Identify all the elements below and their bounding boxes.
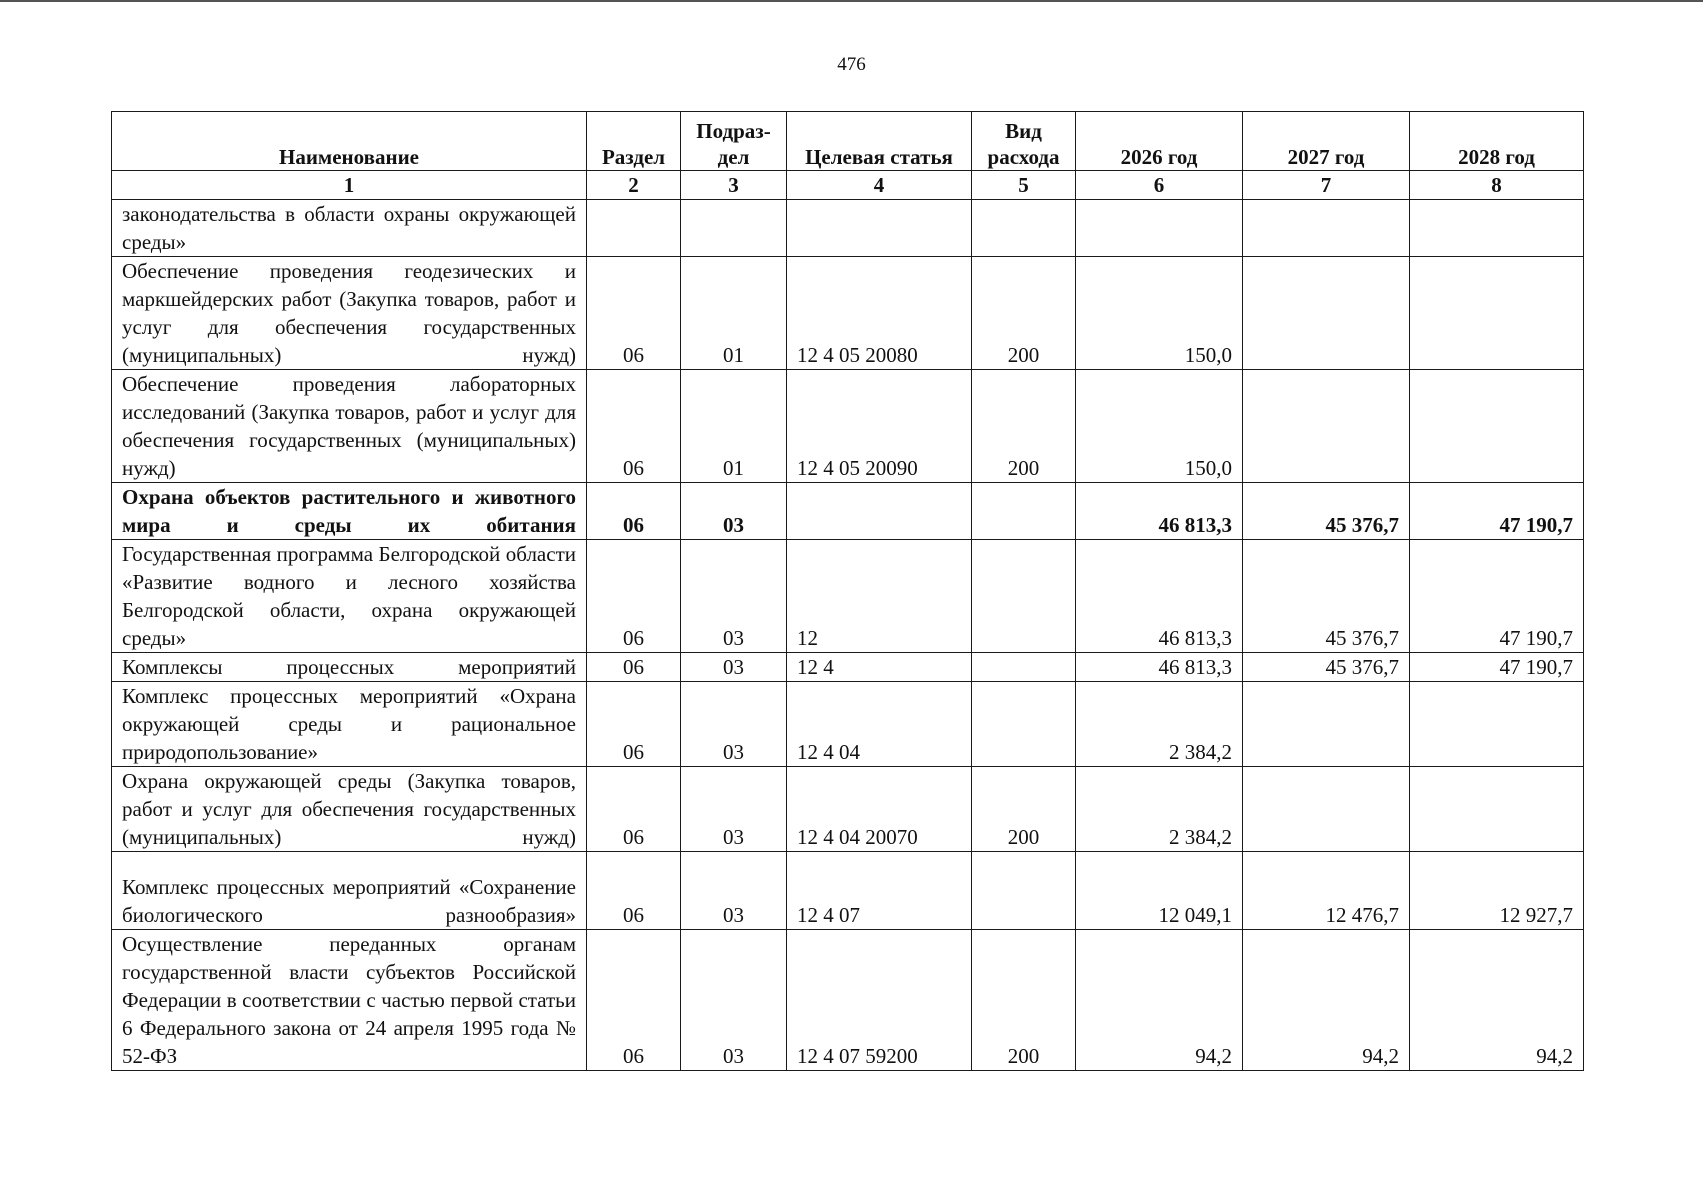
table-row	[112, 852, 1584, 930]
row-subsection: 01	[681, 257, 787, 370]
budget-table	[111, 111, 1584, 1071]
column-number-row	[112, 171, 1584, 200]
row-expense-type: 200	[972, 767, 1076, 852]
row-value-2028: 47 190,7	[1410, 653, 1584, 682]
row-name: Охрана объектов растительного и животного мира и среды их обитания	[112, 483, 587, 540]
table-row	[112, 370, 1584, 483]
table-row	[112, 682, 1584, 767]
header-section: Раздел	[587, 112, 681, 171]
row-value-2026: 46 813,3	[1076, 653, 1243, 682]
header-2026: 2026 год	[1076, 112, 1243, 171]
row-value-2026: 2 384,2	[1076, 767, 1243, 852]
header-row	[112, 112, 1584, 171]
row-target: 12 4	[787, 653, 972, 682]
row-value-2027	[1243, 682, 1410, 767]
table-row	[112, 200, 1584, 257]
row-value-2026: 46 813,3	[1076, 540, 1243, 653]
row-expense-type	[972, 682, 1076, 767]
table-row	[112, 767, 1584, 852]
row-subsection: 03	[681, 653, 787, 682]
row-expense-type: 200	[972, 370, 1076, 483]
column-number: 7	[1243, 171, 1410, 200]
header-target: Целевая статья	[787, 112, 972, 171]
row-section: 06	[587, 653, 681, 682]
row-section: 06	[587, 852, 681, 930]
row-value-2028	[1410, 682, 1584, 767]
row-subsection: 03	[681, 483, 787, 540]
row-subsection: 03	[681, 540, 787, 653]
row-name: законодательства в области охраны окружающей среды»	[112, 200, 587, 257]
row-target	[787, 483, 972, 540]
row-expense-type	[972, 483, 1076, 540]
row-target: 12 4 05 20090	[787, 370, 972, 483]
column-number: 2	[587, 171, 681, 200]
column-number: 5	[972, 171, 1076, 200]
row-subsection: 01	[681, 370, 787, 483]
row-value-2027: 45 376,7	[1243, 483, 1410, 540]
row-section: 06	[587, 682, 681, 767]
row-value-2026: 46 813,3	[1076, 483, 1243, 540]
row-value-2027: 94,2	[1243, 930, 1410, 1071]
row-target: 12 4 05 20080	[787, 257, 972, 370]
column-number: 4	[787, 171, 972, 200]
row-section: 06	[587, 370, 681, 483]
row-name: Государственная программа Белгородской области «Развитие водного и лесного хозяйства Белгородской области, охрана окружающей среды»	[112, 540, 587, 653]
table-row	[112, 257, 1584, 370]
row-value-2027	[1243, 767, 1410, 852]
row-section	[587, 200, 681, 257]
row-value-2028	[1410, 370, 1584, 483]
column-number: 6	[1076, 171, 1243, 200]
row-section: 06	[587, 257, 681, 370]
row-value-2026: 150,0	[1076, 370, 1243, 483]
row-expense-type: 200	[972, 930, 1076, 1071]
row-name: Обеспечение проведения геодезических и маркшейдерских работ (Закупка товаров, работ и услуг для обеспечения государственных (муниципальных) нужд)	[112, 257, 587, 370]
row-value-2027: 45 376,7	[1243, 540, 1410, 653]
row-value-2026: 2 384,2	[1076, 682, 1243, 767]
column-number: 8	[1410, 171, 1584, 200]
row-expense-type	[972, 653, 1076, 682]
row-value-2026: 94,2	[1076, 930, 1243, 1071]
column-number: 1	[112, 171, 587, 200]
row-value-2027	[1243, 370, 1410, 483]
row-target	[787, 200, 972, 257]
row-subsection: 03	[681, 852, 787, 930]
row-value-2028: 47 190,7	[1410, 540, 1584, 653]
row-expense-type	[972, 852, 1076, 930]
row-value-2028: 94,2	[1410, 930, 1584, 1071]
header-name: Наименование	[112, 112, 587, 171]
row-value-2027: 45 376,7	[1243, 653, 1410, 682]
row-name: Комплексы процессных мероприятий	[112, 653, 587, 682]
row-value-2028	[1410, 200, 1584, 257]
row-subsection: 03	[681, 930, 787, 1071]
row-section: 06	[587, 540, 681, 653]
row-name: Осуществление переданных органам государственной власти субъектов Российской Федерации в соответствии с частью первой статьи 6 Федерального закона от 24 апреля 1995 года № 52-ФЗ	[112, 930, 587, 1071]
row-value-2026: 150,0	[1076, 257, 1243, 370]
row-subsection	[681, 200, 787, 257]
row-value-2027: 12 476,7	[1243, 852, 1410, 930]
row-value-2028	[1410, 257, 1584, 370]
column-number: 3	[681, 171, 787, 200]
row-name: Охрана окружающей среды (Закупка товаров, работ и услуг для обеспечения государственных (муниципальных) нужд)	[112, 767, 587, 852]
row-expense-type	[972, 200, 1076, 257]
row-value-2026: 12 049,1	[1076, 852, 1243, 930]
row-name: Комплекс процессных мероприятий «Сохранение биологического разнообразия»	[112, 852, 587, 930]
row-value-2028: 47 190,7	[1410, 483, 1584, 540]
row-value-2027	[1243, 200, 1410, 257]
table-row	[112, 540, 1584, 653]
row-target: 12 4 07 59200	[787, 930, 972, 1071]
row-name: Обеспечение проведения лабораторных исследований (Закупка товаров, работ и услуг для обеспечения государственных (муниципальных) нужд)	[112, 370, 587, 483]
top-rule	[0, 0, 1703, 2]
row-target: 12	[787, 540, 972, 653]
row-section: 06	[587, 767, 681, 852]
row-value-2028: 12 927,7	[1410, 852, 1584, 930]
row-expense-type	[972, 540, 1076, 653]
header-2027: 2027 год	[1243, 112, 1410, 171]
page-number: 476	[837, 54, 866, 75]
row-value-2028	[1410, 767, 1584, 852]
row-value-2027	[1243, 257, 1410, 370]
header-expense-type: Вид расхода	[972, 112, 1076, 171]
row-target: 12 4 04 20070	[787, 767, 972, 852]
table-row	[112, 483, 1584, 540]
row-name: Комплекс процессных мероприятий «Охрана окружающей среды и рациональное природопользование»	[112, 682, 587, 767]
header-subsection: Подраз-дел	[681, 112, 787, 171]
row-value-2026	[1076, 200, 1243, 257]
row-target: 12 4 07	[787, 852, 972, 930]
row-subsection: 03	[681, 682, 787, 767]
row-section: 06	[587, 483, 681, 540]
table-row	[112, 653, 1584, 682]
row-section: 06	[587, 930, 681, 1071]
row-target: 12 4 04	[787, 682, 972, 767]
row-subsection: 03	[681, 767, 787, 852]
header-2028: 2028 год	[1410, 112, 1584, 171]
row-expense-type: 200	[972, 257, 1076, 370]
table-row	[112, 930, 1584, 1071]
